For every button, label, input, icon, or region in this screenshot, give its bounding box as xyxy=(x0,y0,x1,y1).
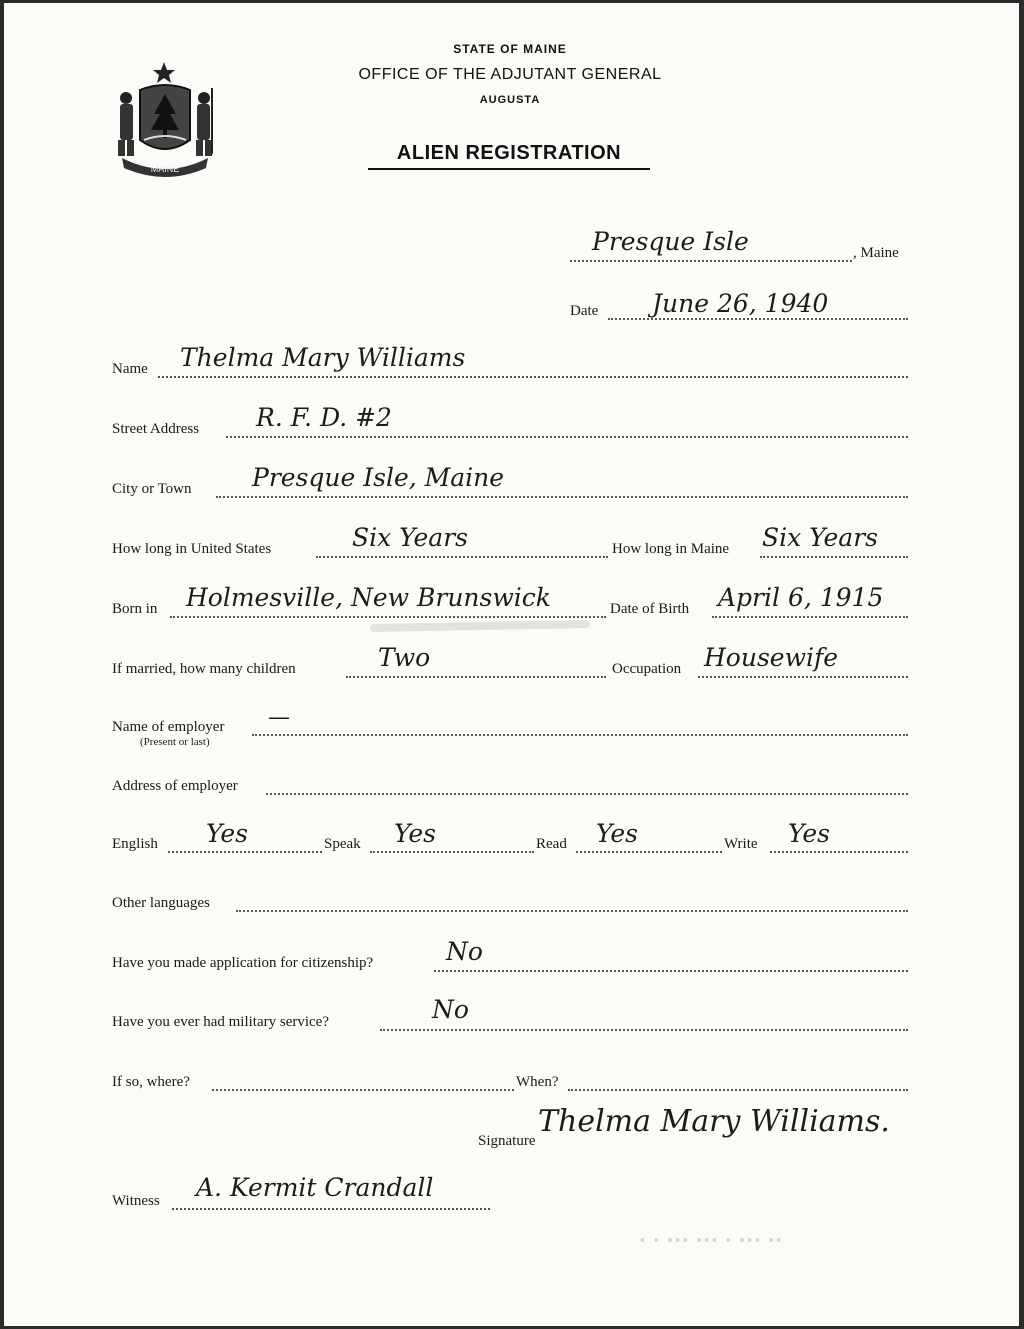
witness-label: Witness xyxy=(112,1193,160,1209)
english-value: Yes xyxy=(206,819,248,848)
signature-label: Signature xyxy=(478,1133,536,1149)
employer-sublabel: (Present or last) xyxy=(140,736,210,748)
place-suffix: , Maine xyxy=(853,245,899,261)
other-languages-label: Other languages xyxy=(112,895,210,911)
english-label: English xyxy=(112,836,158,852)
occupation-label: Occupation xyxy=(612,661,682,677)
faint-received-stamp: ▪ ▪ ▪▪▪ ▪▪▪ ▪ ▪▪▪ ▪▪ xyxy=(640,1232,785,1247)
city-label: City or Town xyxy=(112,481,192,497)
dob-label: Date of Birth xyxy=(610,601,690,617)
read-label: Read xyxy=(536,836,567,852)
header-office: OFFICE OF THE ADJUTANT GENERAL xyxy=(358,66,662,83)
occupation-value: Housewife xyxy=(704,643,839,672)
maine-duration-value: Six Years xyxy=(762,523,878,552)
form-title: ALIEN REGISTRATION xyxy=(396,142,622,164)
citizenship-line xyxy=(434,970,908,972)
where-line xyxy=(212,1089,514,1091)
city-value: Presque Isle, Maine xyxy=(252,463,505,492)
military-line xyxy=(380,1029,908,1031)
place-value: Presque Isle xyxy=(592,227,749,256)
dob-line xyxy=(712,616,908,618)
place-line xyxy=(570,260,852,262)
signature-value: Thelma Mary Williams. xyxy=(538,1104,890,1139)
read-value: Yes xyxy=(596,819,638,848)
maine-state-seal xyxy=(112,58,224,178)
military-label: Have you ever had military service? xyxy=(112,1014,329,1030)
employer-address-label: Address of employer xyxy=(112,778,238,794)
maine-duration-line xyxy=(760,556,908,558)
name-label: Name xyxy=(112,361,148,377)
header-city: AUGUSTA xyxy=(479,94,541,106)
when-line xyxy=(568,1089,908,1091)
street-line xyxy=(226,436,908,438)
born-label: Born in xyxy=(112,601,158,617)
write-line xyxy=(770,851,908,853)
date-line xyxy=(608,318,908,320)
city-line xyxy=(216,496,908,498)
street-value: R. F. D. #2 xyxy=(256,403,392,432)
read-line xyxy=(576,851,722,853)
ink-smudge xyxy=(370,620,590,632)
speak-value: Yes xyxy=(394,819,436,848)
write-label: Write xyxy=(724,836,758,852)
born-line xyxy=(170,616,606,618)
english-line xyxy=(168,851,322,853)
employer-label: Name of employer xyxy=(112,719,225,735)
date-value: June 26, 1940 xyxy=(652,289,829,318)
other-languages-line xyxy=(236,910,908,912)
scan-border-right xyxy=(1019,0,1024,1329)
citizenship-label: Have you made application for citizenship? xyxy=(112,955,374,971)
us-duration-label: How long in United States xyxy=(112,541,272,557)
witness-value: A. Kermit Crandall xyxy=(196,1173,434,1202)
born-value: Holmesville, New Brunswick xyxy=(186,583,551,612)
employer-line xyxy=(252,734,908,736)
speak-line xyxy=(370,851,534,853)
street-label: Street Address xyxy=(112,421,200,437)
date-label: Date xyxy=(570,303,599,319)
children-value: Two xyxy=(378,643,431,672)
occupation-line xyxy=(698,676,908,678)
citizenship-value: No xyxy=(446,937,483,966)
employer-value: — xyxy=(268,705,290,730)
maine-duration-label: How long in Maine xyxy=(612,541,730,557)
witness-line xyxy=(172,1208,490,1210)
scan-border-top xyxy=(0,0,1024,3)
children-line xyxy=(346,676,606,678)
children-label: If married, how many children xyxy=(112,661,296,677)
when-label: When? xyxy=(516,1074,559,1090)
where-label: If so, where? xyxy=(112,1074,190,1090)
name-value: Thelma Mary Williams xyxy=(180,343,466,372)
title-underline xyxy=(368,168,650,170)
name-line xyxy=(158,376,908,378)
write-value: Yes xyxy=(788,819,830,848)
us-duration-line xyxy=(316,556,608,558)
military-value: No xyxy=(432,995,469,1024)
us-duration-value: Six Years xyxy=(352,523,468,552)
dob-value: April 6, 1915 xyxy=(718,583,884,612)
scan-border-left xyxy=(0,0,4,1329)
employer-address-line xyxy=(266,793,908,795)
header-state: STATE OF MAINE xyxy=(453,42,567,56)
speak-label: Speak xyxy=(324,836,361,852)
seal-banner-text: MAINE xyxy=(150,164,180,174)
